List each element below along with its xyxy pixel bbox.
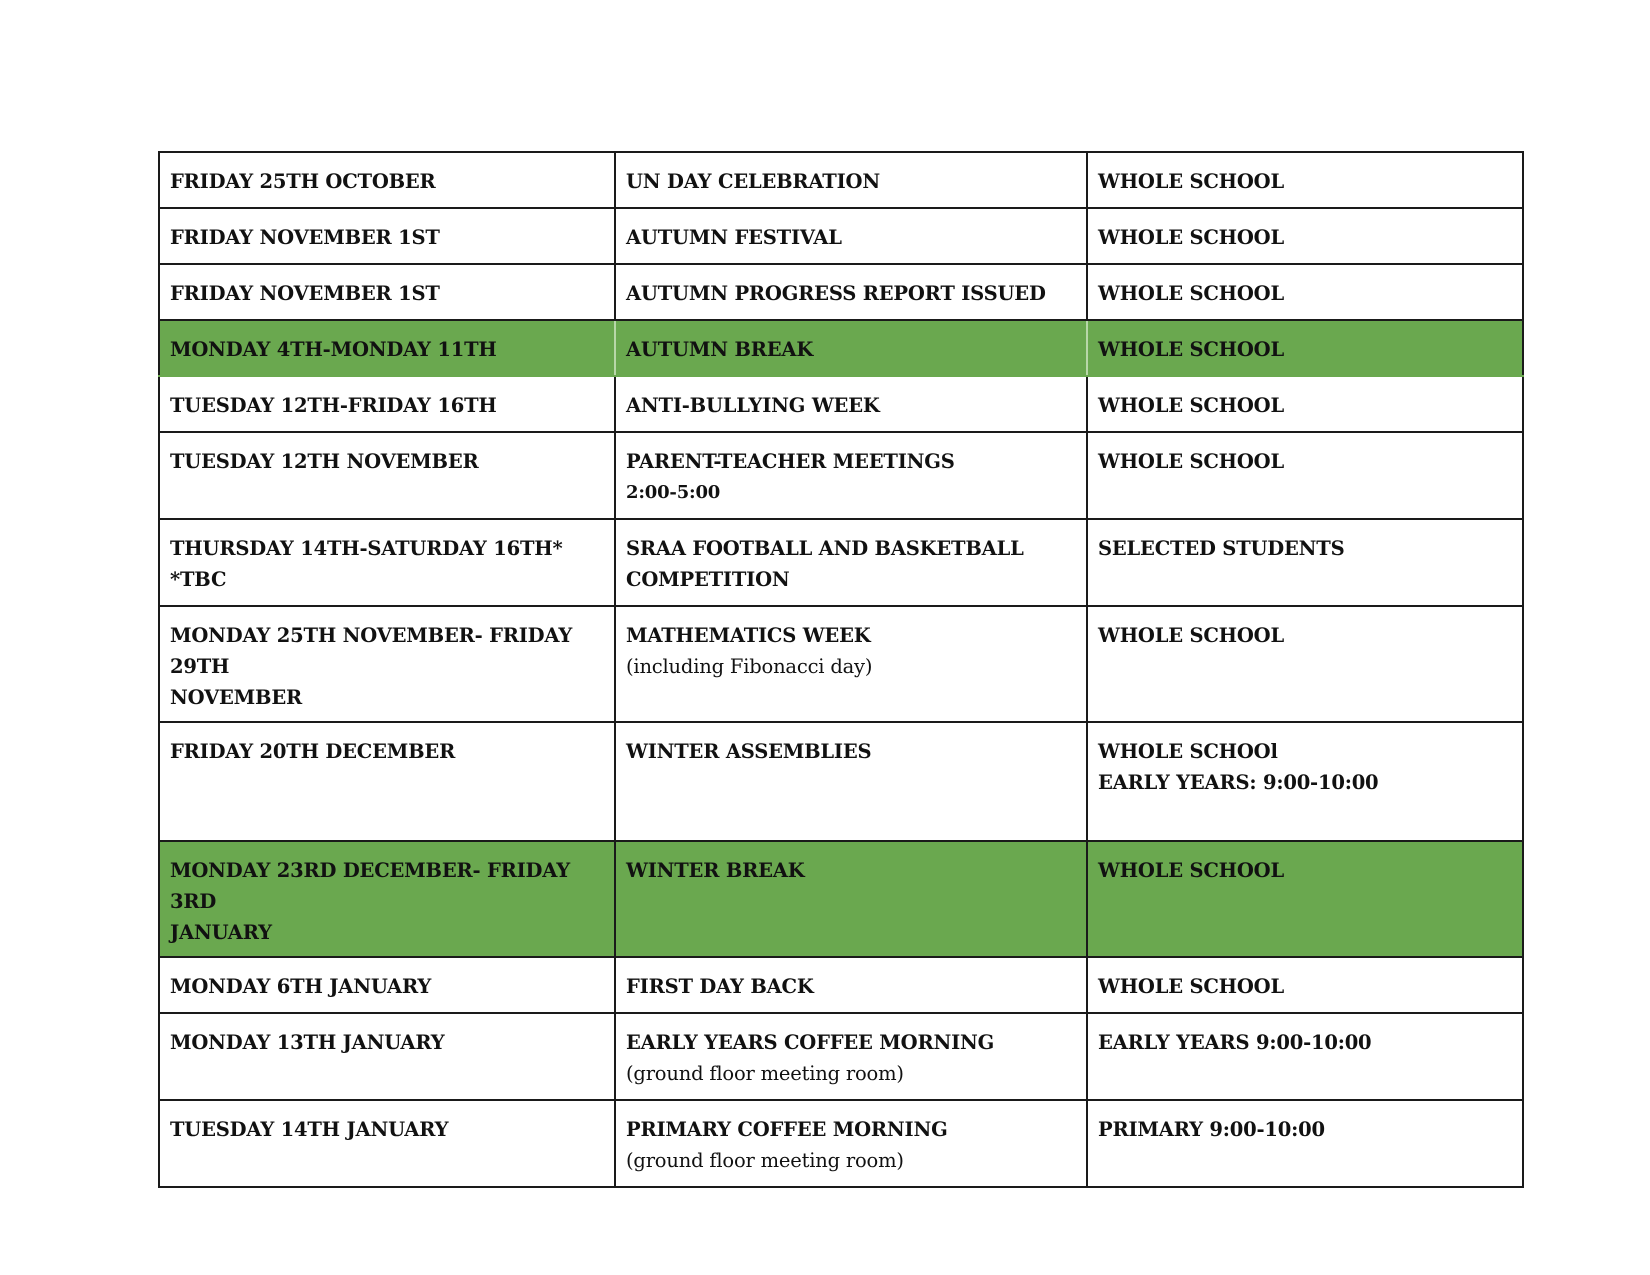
date-cell [159,208,615,264]
event-cell [615,376,1087,432]
date-text: TUESDAY 12TH-FRIDAY 16TH [170,394,497,417]
date-text: MONDAY 25TH NOVEMBER- FRIDAY 29TH [170,624,573,678]
date-text: FRIDAY NOVEMBER 1ST [170,282,440,305]
event-text: PARENT-TEACHER MEETINGS [626,450,955,473]
group-text: PRIMARY 9:00-10:00 [1098,1118,1325,1141]
group-cell [1087,722,1523,841]
events-calendar-table [158,151,1524,1188]
table-row-highlighted [159,841,1523,957]
group-cell [1087,606,1523,722]
table-row [159,606,1523,722]
date-text: FRIDAY 25TH OCTOBER [170,170,436,193]
table-row [159,722,1523,841]
event-text: FIRST DAY BACK [626,975,814,998]
event-text-continued: COMPETITION [626,568,790,591]
group-cell [1087,1100,1523,1187]
event-time: 2:00-5:00 [626,482,721,503]
event-text: AUTUMN PROGRESS REPORT ISSUED [626,282,1046,305]
date-text: THURSDAY 14TH-SATURDAY 16TH* [170,537,563,560]
event-text: ANTI-BULLYING WEEK [626,394,880,417]
group-cell [1087,376,1523,432]
group-text: WHOLE SCHOOL [1098,450,1284,473]
date-text: MONDAY 13TH JANUARY [170,1031,445,1054]
date-text: MONDAY 4TH-MONDAY 11TH [170,338,497,361]
group-cell [1087,957,1523,1013]
date-cell [159,432,615,519]
event-cell [615,957,1087,1013]
group-text: WHOLE SCHOOL [1098,170,1284,193]
table-row [159,376,1523,432]
group-text: WHOLE SCHOOL [1098,394,1284,417]
date-cell [159,722,615,841]
date-cell [159,606,615,722]
event-text: PRIMARY COFFEE MORNING [626,1118,948,1141]
event-cell [615,519,1087,606]
group-text: WHOLE SCHOOL [1098,338,1284,361]
event-location: (ground floor meeting room) [626,1149,904,1172]
event-text: AUTUMN BREAK [626,338,814,361]
table-row [159,519,1523,606]
table-row [159,1013,1523,1100]
date-text: MONDAY 6TH JANUARY [170,975,432,998]
event-cell [615,841,1087,957]
group-cell [1087,1013,1523,1100]
group-text: WHOLE SCHOOL [1098,282,1284,305]
date-cell [159,1100,615,1187]
event-cell [615,432,1087,519]
event-cell [615,1013,1087,1100]
event-text: AUTUMN FESTIVAL [626,226,842,249]
group-cell [1087,841,1523,957]
date-text: FRIDAY NOVEMBER 1ST [170,226,440,249]
event-text: WINTER ASSEMBLIES [626,740,872,763]
date-text: MONDAY 23RD DECEMBER- FRIDAY 3RD [170,859,570,913]
event-cell [615,320,1087,376]
group-text: WHOLE SCHOOL [1098,859,1284,882]
event-cell [615,722,1087,841]
date-cell [159,519,615,606]
date-cell [159,320,615,376]
event-location: (ground floor meeting room) [626,1062,904,1085]
group-text: EARLY YEARS 9:00-10:00 [1098,1031,1372,1054]
event-text: MATHEMATICS WEEK [626,624,871,647]
date-cell [159,841,615,957]
table-row-highlighted [159,320,1523,376]
event-text: UN DAY CELEBRATION [626,170,880,193]
date-cell [159,957,615,1013]
event-note: (including Fibonacci day) [626,655,873,678]
group-cell [1087,264,1523,320]
group-cell [1087,432,1523,519]
event-cell [615,1100,1087,1187]
date-note: *TBC [170,568,227,591]
event-text: EARLY YEARS COFFEE MORNING [626,1031,995,1054]
date-text-continued: JANUARY [170,921,272,944]
date-cell [159,1013,615,1100]
table-row [159,208,1523,264]
group-text: WHOLE SCHOOL [1098,624,1284,647]
date-cell [159,264,615,320]
group-text: SELECTED STUDENTS [1098,537,1345,560]
event-cell [615,264,1087,320]
date-text: TUESDAY 12TH NOVEMBER [170,450,479,473]
date-text: TUESDAY 14TH JANUARY [170,1118,449,1141]
table-row [159,957,1523,1013]
event-cell [615,606,1087,722]
event-cell [615,152,1087,208]
date-cell [159,152,615,208]
date-cell [159,376,615,432]
event-text: SRAA FOOTBALL AND BASKETBALL [626,537,1024,560]
table-row [159,432,1523,519]
date-text: FRIDAY 20TH DECEMBER [170,740,456,763]
group-text: WHOLE SCHOOL [1098,975,1284,998]
group-text: WHOLE SCHOOl [1098,740,1278,763]
event-text: WINTER BREAK [626,859,805,882]
table-row [159,264,1523,320]
group-text: WHOLE SCHOOL [1098,226,1284,249]
group-cell [1087,320,1523,376]
group-time: EARLY YEARS: 9:00-10:00 [1098,771,1379,794]
group-cell [1087,152,1523,208]
table-row [159,152,1523,208]
event-cell [615,208,1087,264]
date-text-continued: NOVEMBER [170,686,302,709]
group-cell [1087,519,1523,606]
table-row [159,1100,1523,1187]
group-cell [1087,208,1523,264]
